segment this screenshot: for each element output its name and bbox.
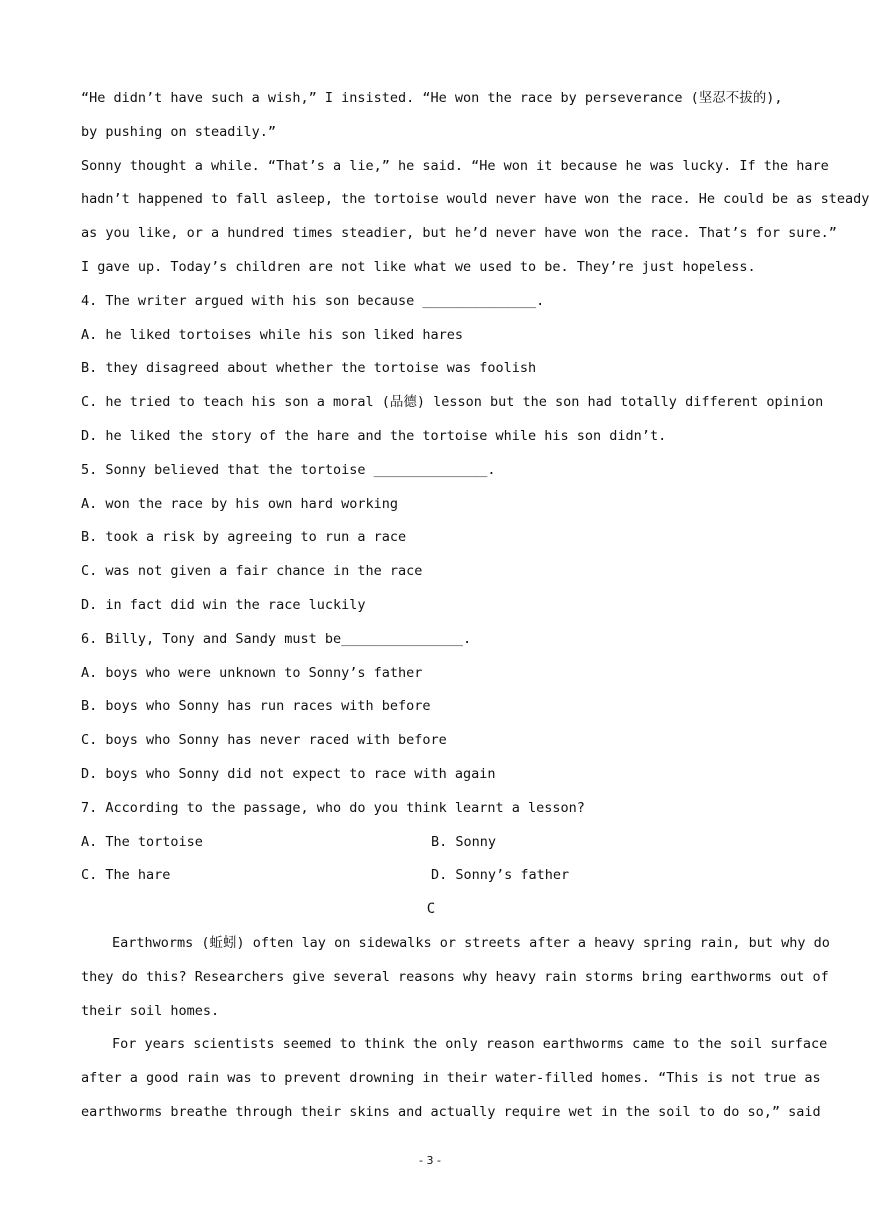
question-4: [81, 285, 824, 454]
option-b: B. boys who Sonny has run races with before: [81, 698, 431, 715]
option-d: D. boys who Sonny did not expect to race with again: [81, 765, 496, 782]
question-stem: 6. Billy, Tony and Sandy must be_______________.: [81, 630, 472, 647]
option-c: C. boys who Sonny has never raced with before: [81, 732, 447, 749]
passage-c-paragraph-2: [81, 1028, 828, 1129]
story-line: hadn’t happened to fall asleep, the tortoise would never have won the race. He could be as steady: [81, 191, 869, 208]
question-5: [81, 454, 781, 623]
options-row: [81, 859, 781, 893]
document-page: [81, 82, 869, 1130]
option-d: D. in fact did win the race luckily: [81, 596, 366, 613]
question-stem: 5. Sonny believed that the tortoise ______________.: [81, 461, 496, 478]
passage-c-paragraph-1: [81, 927, 830, 1028]
option-a: A. won the race by his own hard working: [81, 495, 398, 512]
paragraph-line: their soil homes.: [81, 1002, 220, 1019]
story-tail: [81, 82, 869, 285]
story-line: by pushing on steadily.”: [81, 123, 277, 140]
paragraph-line: Earthworms (蚯蚓) often lay on sidewalks or streets after a heavy spring rain, but why do: [112, 934, 830, 951]
story-line: I gave up. Today’s children are not like what we used to be. They’re just hopeless.: [81, 258, 756, 275]
option-a: A. The tortoise: [81, 833, 203, 850]
option-a: A. he liked tortoises while his son liked hares: [81, 326, 464, 343]
story-line: “He didn’t have such a wish,” I insisted. “He won the race by perseverance (坚忍不拔的),: [81, 90, 783, 106]
section-title: C: [426, 901, 436, 918]
option-d: D. he liked the story of the hare and the tortoise while his son didn’t.: [81, 427, 667, 444]
option-c: C. was not given a fair chance in the race: [81, 563, 423, 580]
option-c: C. he tried to teach his son a moral (品德) lesson but the son had totally different opinion: [81, 394, 824, 411]
paragraph-line: For years scientists seemed to think the only reason earthworms came to the soil surface: [112, 1036, 828, 1053]
option-b: B. they disagreed about whether the tortoise was foolish: [81, 360, 537, 377]
story-line: Sonny thought a while. “That’s a lie,” he said. “He won it because he was lucky. If the hare: [81, 157, 829, 174]
question-6: [81, 623, 781, 792]
option-c: C. The hare: [81, 867, 171, 884]
option-d: D. Sonny’s father: [431, 867, 570, 884]
options-row: [81, 826, 781, 860]
story-line: as you like, or a hundred times steadier, but he’d never have won the race. That’s for sure.”: [81, 225, 837, 242]
option-b: B. took a risk by agreeing to run a race: [81, 529, 407, 546]
option-b: B. Sonny: [431, 833, 497, 850]
option-a: A. boys who were unknown to Sonny’s father: [81, 664, 423, 681]
question-stem: 4. The writer argued with his son because ______________.: [81, 292, 545, 309]
page-number: - 3 -: [419, 1154, 441, 1167]
question-stem: 7. According to the passage, who do you think learnt a lesson?: [81, 799, 585, 816]
question-7: [81, 792, 781, 893]
paragraph-line: after a good rain was to prevent drowning in their water-filled homes. “This is not true as: [81, 1070, 821, 1087]
paragraph-line: earthworms breathe through their skins and actually require wet in the soil to do so,” said: [81, 1103, 821, 1120]
paragraph-line: they do this? Researchers give several reasons why heavy rain storms bring earthworms out of: [81, 968, 829, 985]
